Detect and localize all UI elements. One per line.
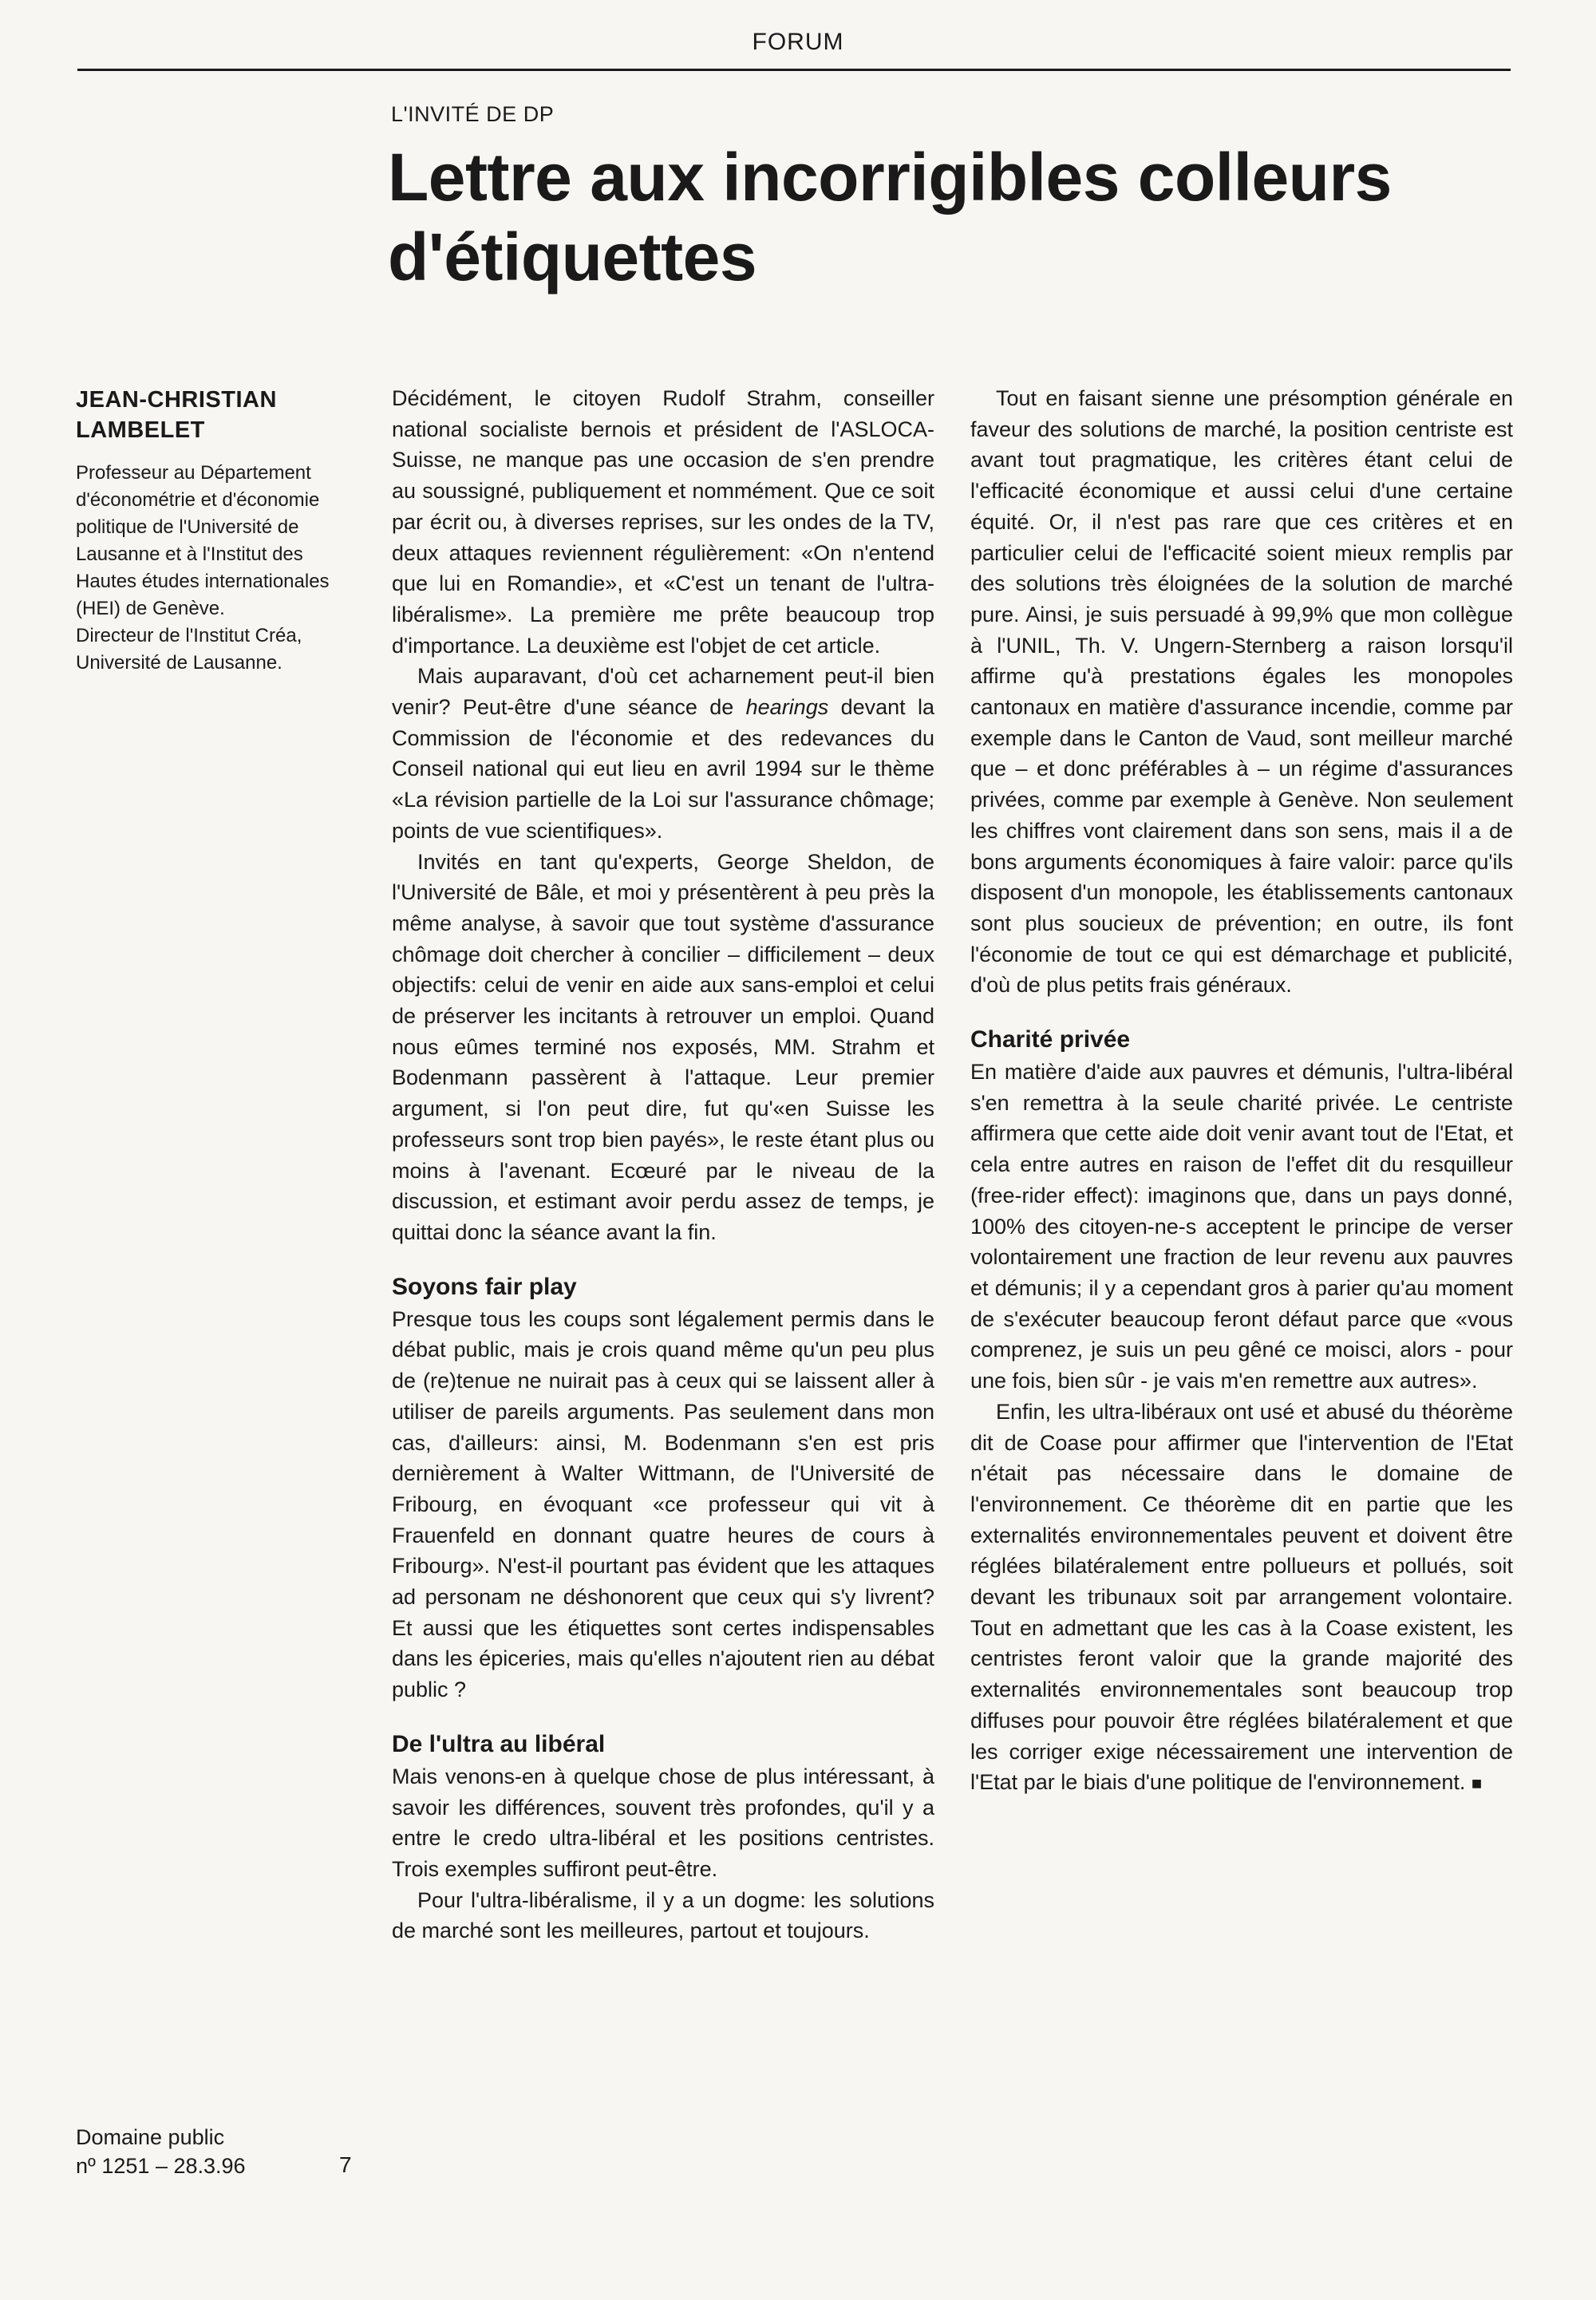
end-mark: ■ [1471, 1773, 1483, 1794]
article-title: Lettre aux incorrigibles colleurs d'étiquettes [388, 140, 1392, 294]
subheading: Soyons fair play [392, 1273, 577, 1300]
author-bio-secondary: Directeur de l'Institut Créa, Université de Lausanne. [76, 625, 302, 674]
text-column-2 [970, 383, 1513, 1800]
author-name: JEAN-CHRISTIAN LAMBELET [76, 387, 277, 443]
footer [76, 2123, 246, 2180]
header-rule [77, 69, 1511, 71]
emphasis: hearings [745, 695, 829, 720]
issue-info: nº 1251 – 28.3.96 [76, 2154, 246, 2178]
paragraph: Enfin, les ultra-libéraux ont usé et abusé du théorème dit de Coase pour affirmer que l'intervention de l'Etat n'était pas nécessaire dans le domaine de l'environnement. Ce théorème dit en partie que les externalités environnementales peuvent et doivent être réglées bilatéralement entre pollueurs et pollués, soit devant les tribunaux soit par arrangement volontaire. Tout en admettant que les cas à la Coase existent, les centristes feront valoir que la grande majorité des externalités environnementales sont beaucoup trop diffuses pour pouvoir être réglées bilatéralement et que les corriger exige nécessairement une intervention de l'Etat par le biais d'une politique de l'environnement. ■ [970, 1399, 1513, 1795]
paragraph: Tout en faisant sienne une présomption générale en faveur des solutions de marché, la position centriste est avant tout pragmatique, les critères étant celui de l'efficacité économique et aussi celui d'une certaine équité. Or, il n'est pas rare que ces critères et en particulier celui de l'efficacité soient mieux remplis par des solutions très éloignées de la solution de marché pure. Ainsi, je suis persuadé à 99,9% que mon collègue à l'UNIL, Th. V. Ungern-Sternberg a raison lorsqu'il affirme qu'à prestations égales les monopoles cantonaux en matière d'assurance incendie, comme par exemple dans le Canton de Vaud, sont meilleur marché que – et donc préférables à – un régime d'assurances privées, comme par exemple à Genève. Non seulement les chiffres vont clairement dans son sens, mais il a de bons arguments économiques à faire valoir: parce qu'ils disposent d'un monopole, les établissements cantonaux sont plus soucieux de prévention; en outre, ils font l'économie de tout ce qui est démarchage et publicité, d'où de plus petits frais généraux. [970, 386, 1513, 998]
paragraph: Presque tous les coups sont légalement permis dans le débat public, mais je crois quand même qu'un peu plus de (re)tenue ne nuirait pas à ceux qui se laissent aller à utiliser de pareils arguments. Pas seulement dans mon cas, d'ailleurs: ainsi, M. Bodenmann s'en est pris dernièrement à Walter Wittmann, de l'Université de Fribourg, en évoquant «ce professeur qui vit à Frauenfeld en donnant quatre heures de cours à Fribourg». N'est-il pourtant pas évident que les attaques ad personam ne déshonorent que ceux qui s'y livrent? Et aussi que les étiquettes sont certes indispensables dans les épiceries, mais qu'elles n'ajoutent rien au débat public ? [392, 1306, 934, 1702]
text-column-1 [392, 383, 934, 1946]
article-kicker: L'INVITÉ DE DP [391, 102, 555, 126]
page-number: 7 [339, 2152, 352, 2177]
subheading: Charité privée [970, 1026, 1131, 1053]
paragraph: Mais auparavant, d'où cet acharnement peut-il bien venir? Peut-être d'une séance de hearings devant la Commission de l'économie et des redevances du Conseil national qui eut lieu en avril 1994 sur le thème «La révision partielle de la Loi sur l'assurance chômage; points de vue scientifiques». [392, 664, 934, 843]
author-bio: Professeur au Département d'économétrie et d'économie politique de l'Université de Lausanne et à l'Institut des Hautes études internationales (HEI) de Genève. [76, 462, 330, 619]
paragraph: Pour l'ultra-libéralisme, il y a un dogme: les solutions de marché sont les meilleures, partout et toujours. [392, 1887, 934, 1943]
paragraph: Invités en tant qu'experts, George Sheldon, de l'Université de Bâle, et moi y présentèrent à peu près la même analyse, à savoir que tout système d'assurance chômage doit chercher à concilier – difficilement – deux objectifs: celui de venir en aide aux sans-emploi et celui de préserver les incitants à retrouver un emploi. Quand nous eûmes terminé nos exposés, MM. Strahm et Bodenmann passèrent à l'attaque. Leur premier argument, si l'on peut dire, fut qu'«en Suisse les professeurs sont trop bien payés», le reste étant plus ou moins à l'avenant. Ecœuré par le niveau de la discussion, et estimant avoir perdu assez de temps, je quittai donc la séance avant la fin. [392, 849, 934, 1244]
author-box [76, 385, 363, 677]
publication-name: Domaine public [76, 2125, 225, 2149]
subheading: De l'ultra au libéral [392, 1730, 606, 1757]
paragraph: Décidément, le citoyen Rudolf Strahm, conseiller national socialiste bernois et président de l'ASLOCA-Suisse, ne manque pas une occasion de s'en prendre au soussigné, publiquement et nommément. Que ce soit par écrit ou, à diverses reprises, sur les ondes de la TV, deux attaques reviennent régulièrement: «On n'entend que lui en Romandie», et «C'est un tenant de l'ultra-libéralisme». La première me prête beaucoup trop d'importance. La deuxième est l'objet de cet article. [392, 386, 934, 658]
paragraph: En matière d'aide aux pauvres et démunis, l'ultra-libéral s'en remettra à la seule charité privée. Le centriste affirmera que cette aide doit venir avant tout de l'Etat, et cela entre autres en raison de l'effet dit du resquilleur (free-rider effect): imaginons que, dans un pays donné, 100% des citoyen-ne-s acceptent le principe de verser volontairement une fraction de leur revenu aux pauvres et démunis; il y a cependant gros à parier qu'au moment de s'exécuter beaucoup feront défaut parce que «vous comprenez, je suis un peu gêné ce moisci, alors - pour une fois, bien sûr - je vais m'en remettre aux autres». [970, 1060, 1513, 1393]
paragraph: Mais venons-en à quelque chose de plus intéressant, à savoir les différences, souvent très profondes, qu'il y a entre le credo ultra-libéral et les positions centristes. Trois exemples suffiront peut-être. [392, 1764, 934, 1881]
section-label: FORUM [752, 29, 844, 55]
